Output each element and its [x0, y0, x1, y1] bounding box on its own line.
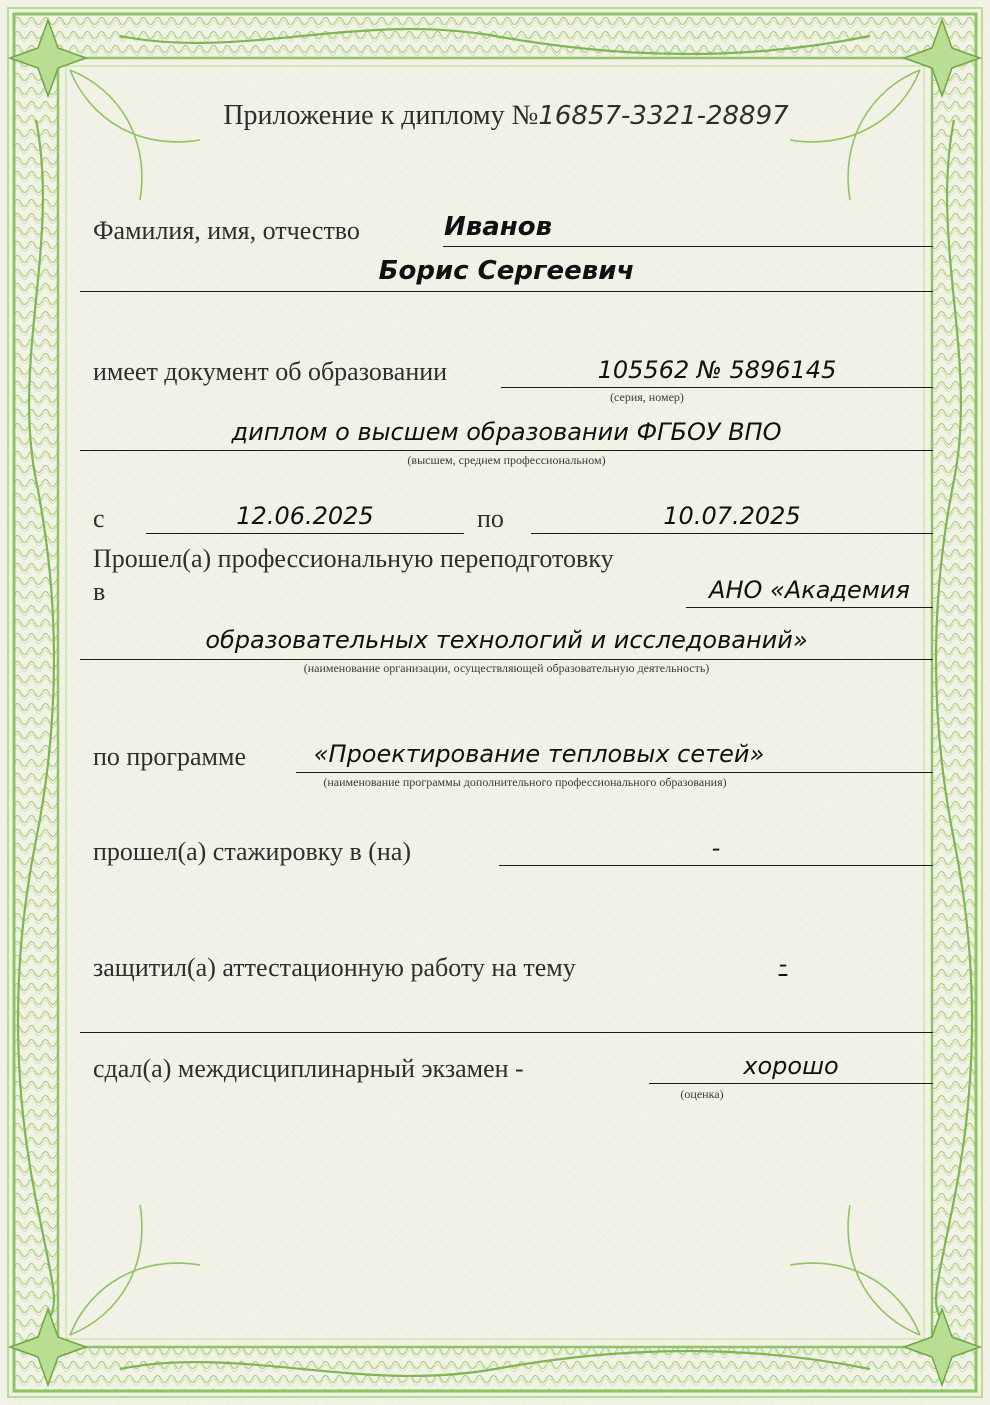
doc-type-value: диплом о высшем образовании ФГБОУ ВПО [231, 418, 782, 446]
program-caption: (наименование программы дополнительного профессионального образования) [323, 775, 727, 789]
supplement-number: 16857-3321-28897 [538, 101, 789, 131]
org-line1-underline [686, 607, 933, 608]
series-number-line [501, 387, 933, 388]
exam-grade-line [649, 1083, 933, 1084]
surname-value: Иванов [444, 212, 553, 242]
doc-type-line [80, 450, 933, 451]
org-line2-underline [80, 659, 933, 660]
period-to-line [531, 533, 933, 534]
doc-type-caption: (высшем, среднем профессиональном) [407, 453, 606, 467]
exam-label: сдал(а) междисциплинарный экзамен - [93, 1054, 524, 1083]
internship-label: прошел(а) стажировку в (на) [93, 837, 412, 866]
exam-grade-caption: (оценка) [680, 1087, 724, 1101]
org-name-line2: образовательных технологий и исследований» [205, 626, 808, 654]
name-value: Борис Сергеевич [378, 256, 635, 286]
retraining-in-label: в [93, 577, 106, 606]
thesis-value: - [778, 950, 788, 978]
document-header [0, 100, 990, 132]
org-caption: (наименование организации, осуществляющей образовательную деятельность) [303, 661, 710, 675]
doc-series-number: 105562 № 5896145 [597, 356, 837, 384]
thesis-label: защитил(а) аттестационную работу на тему [93, 953, 576, 982]
fio-label: Фамилия, имя, отчество [93, 216, 360, 245]
thesis-line [80, 1032, 933, 1033]
period-from-line [146, 533, 464, 534]
surname-line [443, 246, 933, 247]
program-label: по программе [93, 742, 246, 771]
period-to-value: 10.07.2025 [663, 502, 801, 530]
internship-line [499, 865, 933, 866]
program-value: «Проектирование тепловых сетей» [313, 740, 765, 768]
header-prefix: Приложение к диплому № [223, 100, 539, 131]
org-name-line1: АНО «Академия [709, 576, 910, 604]
series-number-caption: (серия, номер) [610, 390, 684, 404]
internship-value: - [711, 834, 721, 862]
period-from-label: с [93, 504, 105, 533]
retraining-label: Прошел(а) профессиональную переподготовку [93, 544, 614, 573]
education-doc-label: имеет документ об образовании [93, 357, 448, 386]
period-from-value: 12.06.2025 [236, 502, 374, 530]
name-line [80, 291, 933, 292]
exam-grade-value: хорошо [743, 1052, 839, 1080]
program-line [296, 772, 933, 773]
period-to-label: по [477, 504, 504, 533]
